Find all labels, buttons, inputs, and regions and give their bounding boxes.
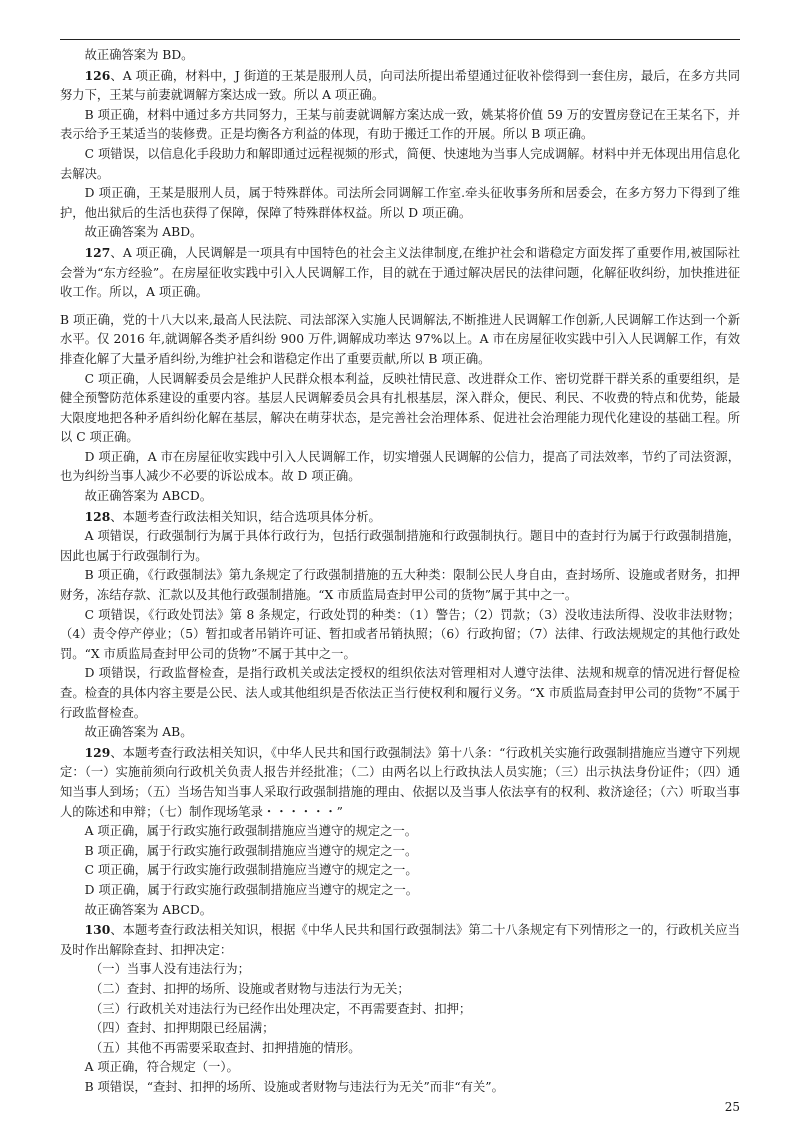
paragraph-text: A 项正确，属于行政实施行政强制措施应当遵守的规定之一。 xyxy=(84,824,418,839)
paragraph-text: B 项正确，属于行政实施行政强制措施应当遵守的规定之一。 xyxy=(84,843,418,858)
paragraph-text: B 项正确，党的十八大以来,最高人民法院、司法部深入实施人民调解法,不断推进人民调解工作创新,人民调解工作达到一个新水平。仅 2016 年,就调解各类矛盾纠纷 900 万件,调解成功率达 97%以上。A 市在房屋征收实践中引入人民调解工作，有效排查化解了大量矛盾纠纷,为维护社会和谐稳定作出了重要贡献,所以 B 项正确。 xyxy=(60,312,740,366)
paragraph-text: （二）查封、扣押的场所、设施或者财物与违法行为无关； xyxy=(90,981,410,996)
paragraph xyxy=(60,223,740,243)
paragraph-text: A 项错误，行政强制行为属于具体行政行为，包括行政强制措施和行政强制执行。题目中的查封行为属于行政强制措施，因此也属于行政强制行为。 xyxy=(60,529,740,563)
paragraph xyxy=(60,370,740,448)
paragraph-text: 、A 项正确，人民调解是一项具有中国特色的社会主义法律制度,在维护社会和谐稳定方面发挥了重要作用,被国际社会誉为“东方经验”。在房屋征收实践中引入人民调解工作，目的就在于通过解决居民的法律问题，化解征收纠纷，加快推进征收工作。所以，A 项正确。 xyxy=(60,245,740,300)
question-number: 129 xyxy=(84,744,111,760)
paragraph xyxy=(60,723,740,743)
header-rule xyxy=(60,39,740,40)
paragraph-text: （三）行政机关对违法行为已经作出处理决定，不再需要查封、扣押； xyxy=(90,1001,472,1016)
paragraph xyxy=(60,507,740,528)
paragraph-text: （四）查封、扣押期限已经届满； xyxy=(90,1021,275,1036)
list-item xyxy=(60,1039,740,1059)
paragraph-gap xyxy=(60,303,740,311)
answer-explanations xyxy=(60,46,740,1097)
paragraph-text: 故正确答案为 ABCD。 xyxy=(84,902,212,917)
paragraph xyxy=(60,664,740,723)
paragraph-text: D 项错误，行政监督检查，是指行政机关或法定授权的组织依法对管理相对人遵守法律、法规和规章的情况进行督促检查。检查的具体内容主要是公民、法人或其他组织是否依法正当行使权利和履行义务。“X 市质监局查封甲公司的货物”不属于行政监督检查。 xyxy=(60,666,740,720)
list-item xyxy=(60,960,740,980)
paragraph-text: B 项正确，材料中通过多方共同努力，王某与前妻就调解方案达成一致，姚某将价值 59 万的安置房登记在王某名下，并表示给予王某适当的装修费。正是均衡各方利益的体现，有助于搬迁工作的开展。所以 B 项正确。 xyxy=(60,107,740,142)
paragraph xyxy=(60,487,740,507)
paragraph-text: （一）当事人没有违法行为； xyxy=(90,962,250,977)
paragraph-text: D 项正确，A 市在房屋征收实践中引入人民调解工作，切实增强人民调解的公信力，提高了司法效率，节约了司法资源，也为纠纷当事人减少不必要的诉讼成本。故 D 项正确。 xyxy=(60,449,740,484)
paragraph-text: 、A 项正确，材料中，J 街道的王某是服刑人员，向司法所提出希望通过征收补偿得到一套住房，最后，在多方共同努力下，王某与前妻就调解方案达成一致。所以 A 项正确。 xyxy=(60,68,740,103)
question-number: 126 xyxy=(84,67,111,83)
paragraph xyxy=(60,566,740,605)
paragraph xyxy=(60,46,740,66)
paragraph xyxy=(60,822,740,842)
paragraph-text: C 项正确，属于行政实施行政强制措施应当遵守的规定之一。 xyxy=(84,863,418,878)
paragraph-text: D 项正确，属于行政实施行政强制措施应当遵守的规定之一。 xyxy=(84,882,419,897)
paragraph xyxy=(60,145,740,184)
paragraph xyxy=(60,881,740,901)
list-item xyxy=(60,980,740,1000)
list-item xyxy=(60,1019,740,1039)
paragraph xyxy=(60,842,740,862)
paragraph xyxy=(60,743,740,822)
paragraph xyxy=(60,106,740,145)
paragraph-text: 故正确答案为 AB。 xyxy=(84,725,193,740)
paragraph-text: 故正确答案为 ABCD。 xyxy=(84,489,212,504)
paragraph-text: B 项错误，“查封、扣押的场所、设施或者财物与违法行为无关”而非“有关”。 xyxy=(84,1079,504,1094)
paragraph xyxy=(60,184,740,223)
page-number: 25 xyxy=(724,1100,740,1114)
question-number: 128 xyxy=(84,508,111,524)
paragraph-text: 、本题考查行政法相关知识，根据《中华人民共和国行政强制法》第二十八条规定有下列情形之一的，行政机关应当及时作出解除查封、扣押决定： xyxy=(60,923,740,957)
paragraph-text: 、本题考查行政法相关知识，结合选项具体分析。 xyxy=(110,509,381,524)
paragraph xyxy=(60,861,740,881)
paragraph-text: （五）其他不再需要采取查封、扣押措施的情形。 xyxy=(90,1040,361,1055)
paragraph xyxy=(60,1058,740,1078)
paragraph-text: B 项正确，《行政强制法》第九条规定了行政强制措施的五大种类：限制公民人身自由，查封场所、设施或者财务，扣押财务，冻结存款、汇款以及其他行政强制措施。“X 市质监局查封甲公司的货物”属于其中之一。 xyxy=(60,568,740,603)
list-item xyxy=(60,1000,740,1020)
paragraph-text: A 项正确，符合规定（一）。 xyxy=(84,1060,239,1075)
paragraph-text: C 项错误，《行政处罚法》第 8 条规定，行政处罚的种类：（1）警告；（2）罚款；（3）没收违法所得、没收非法财物；（4）责令停产停业；（5）暂扣或者吊销许可证、暂扣或者吊销执照；（6）行政拘留；（7）法律、行政法规规定的其他行政处罚。“X 市质监局查封甲公司的货物”不属于其中之一。 xyxy=(60,607,740,661)
question-number: 130 xyxy=(84,922,111,938)
paragraph-text: 、本题考查行政法相关知识，《中华人民共和国行政强制法》第十八条：“行政机关实施行政强制措施应当遵守下列规定：（一）实施前须向行政机关负责人报告并经批准；（二）由两名以上行政执法人员实施；（三）出示执法身份证件；（四）通知当事人到场；（五）当场告知当事人采取行政强制措施的理由、依据以及当事人依法享有的权利、救济途径；（六）听取当事人的陈述和申辩；（七）制作现场笔录・・・・・・” xyxy=(60,745,740,819)
paragraph xyxy=(60,66,740,106)
paragraph xyxy=(60,920,740,960)
paragraph xyxy=(60,527,740,566)
paragraph-text: 故正确答案为 ABD。 xyxy=(84,225,203,240)
paragraph-text: D 项正确，王某是服刑人员，属于特殊群体。司法所会同调解工作室.牵头征收事务所和居委会，在多方努力下得到了维护，他出狱后的生活也获得了保障，保障了特殊群体权益。所以 D 项正确。 xyxy=(60,186,740,220)
paragraph xyxy=(60,243,740,303)
paragraph xyxy=(60,311,740,370)
paragraph xyxy=(60,448,740,487)
paragraph xyxy=(60,606,740,665)
paragraph xyxy=(60,1078,740,1098)
paragraph-text: C 项错误，以信息化手段助力和解即通过远程视频的形式，简便、快速地为当事人完成调解。材料中并无体现出用信息化去解决。 xyxy=(60,146,740,181)
paragraph xyxy=(60,901,740,921)
paragraph-text: 故正确答案为 BD。 xyxy=(84,48,194,62)
paragraph-text: C 项正确，人民调解委员会是维护人民群众根本利益，反映社情民意、改进群众工作、密切党群干群关系的重要组织，是健全预警防范体系建设的重要内容。基层人民调解委员会具有扎根基层，深入群众，便民、利民、不收费的特点和优势，能最大限度地把各种矛盾纠纷化解在基层，解决在萌芽状态，是完善社会治理体系、促进社会治理能力现代化建设的基础工程。所以 C 项正确。 xyxy=(60,371,740,445)
question-number: 127 xyxy=(84,244,111,260)
